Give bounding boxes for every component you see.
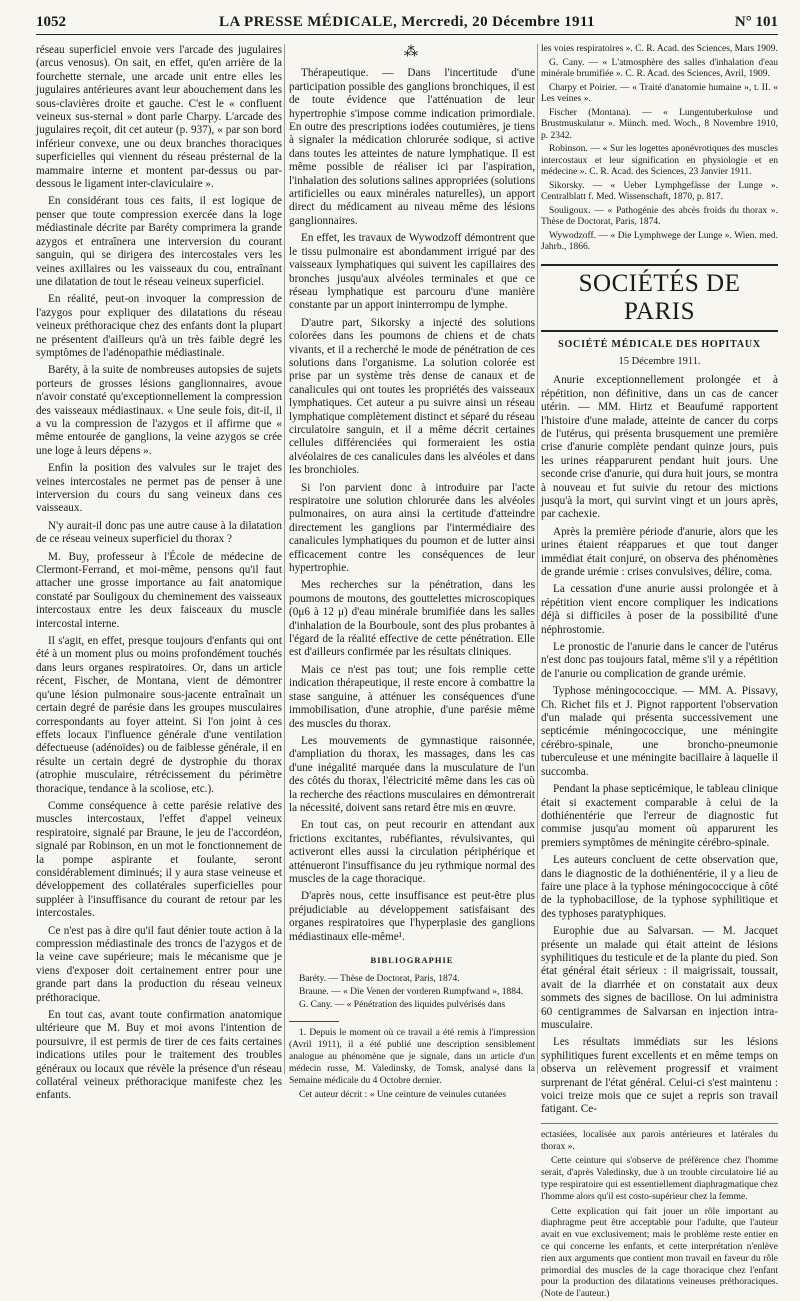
paragraph: Baréty, à la suite de nombreuses autopsies de sujets porteurs de grosses lésions ganglionnaires, avoue n'avoir constaté qu'exceptionnellement la compression des vaisseaux médiastinaux. « Une seule fois, dit-il, il a vu la compression de l'azygos et il affirme que « même entourée de ganglions, la veine azygos se crée une loge à leurs dépens ». bbox=[36, 364, 282, 457]
report-anurie: Anurie exceptionnellement prolongée et à répétition, non définitive, dans un cas de cancer utérin. — MM. Hirtz et Beaufumé rapportent l'histoire d'une malade, atteinte de cancer du corps de l'utérus, qui présenta brusquement une première crise d'anurie complète pendant quinze jours, puis les urines réapparurent pendant huit jours. Une seconde crise d'anurie, qui dura huit jours, se montra à nouveau et fut suivie du retour des mictions jusqu'à la mort, qui survint vingt et un jours après, par cachexie. bbox=[541, 374, 778, 521]
paragraph: Les mouvements de gymnastique raisonnée, d'ampliation du thorax, les massages, dans les cas d'une inégalité marquée dans la musculature de l'un des côtés du thorax, l'électricité même dans les cas où la recherche des réactions musculaires en démontrerait la nécessité, doivent sans retard être mis en œuvre. bbox=[289, 734, 535, 814]
society-name: SOCIÉTÉ MÉDICALE DES HOPITAUX bbox=[558, 338, 761, 350]
footnote-continuation: ectasiées, localisée aux parois antérieures et latérales du thorax ». bbox=[541, 1129, 778, 1152]
meeting-date: 15 Décembre 1911. bbox=[618, 355, 701, 367]
footnote-rule bbox=[289, 1021, 339, 1022]
paragraph: En réalité, peut-on invoquer la compression de l'azygos pour expliquer des dilatations du réseau veineux préthoracique chez des enfants dont la plupart ne présentent d'ailleurs qu'à un très faible degré les symptômes de l'adénopathie médiastinale. bbox=[36, 293, 282, 359]
paragraph: D'après nous, cette insuffisance est peut-être plus préjudiciable au développement satisfaisant des organes respiratoires que l'hyperplasie des ganglions médiastinaux elle-même¹. bbox=[289, 890, 535, 943]
column-rule-1 bbox=[284, 44, 285, 1074]
paragraph: Il s'agit, en effet, presque toujours d'enfants qui ont été à un moment plus ou moins profondément touchés dans leurs organes respiratoires. Or, dans un article récent, Fischer, de Montana, vient de démontrer qu'une lésion pulmonaire sous-jacente entraînait un certain degré de parésie dans les groupes musculaires correspondants au foyer atteint. Si l'on joint à ces effets locaux l'influence générale d'une ventilation défectueuse (adénoïdes) ou de faiblesse générale, il en résulte un certain degré de dystrophie du thorax (atrophie musculaire, rétrécissement du périmètre thoracique, tendance à la scoliose, etc.). bbox=[36, 635, 282, 795]
paragraph: N'y aurait-il donc pas une autre cause à la dilatation de ce réseau veineux superficiel du thorax ? bbox=[36, 519, 282, 546]
page-header bbox=[36, 10, 778, 35]
section-title: SOCIÉTÉS DE PARIS bbox=[578, 269, 741, 325]
paragraph: M. Buy, professeur à l'École de médecine de Clermont-Ferrand, et moi-même, pensons qu'il faut attacher une grosse importance au fait anatomique constaté par Souligoux du cheminement des vaisseaux intercostaux entre les deux faisceaux du muscle intercostal interne. bbox=[36, 550, 282, 630]
paragraph: réseau superficiel envoie vers l'arcade des jugulaires (arcus venosus). On sait, en effet, qu'en arrière de la fourchette sternale, une arcade unit entre elles les jugulaires antérieures avant leur abouchement dans les sous-clavières droite et gauche. C'est le « confluent veineux sus-sternal » dont parle Charpy. L'arcade des jugulaires reçoit, dit cet auteur (p. 937), « par son bord inférieur convexe, une ou deux branches thoraciques superficielles qui viennent du réseau présternal de la mammaire interne et montent par-dessus ou par-dessous le ligament inter-claviculaire ». bbox=[36, 44, 282, 191]
paragraph: En effet, les travaux de Wywodzoff démontrent que le tissu pulmonaire est abondamment irrigué par des vaisseaux lymphatiques qui suivent les capillaires des bronches jusqu'aux alvéoles terminales et que ce réseau lymphatique est parcouru d'une manière constante par un apport ininterrompu de lymphe. bbox=[289, 232, 535, 312]
bibliography-entry: Wywodzoff. — « Die Lymphwege der Lunge ». Wien. med. Jahrb., 1866. bbox=[541, 230, 778, 252]
column-2 bbox=[289, 44, 535, 1101]
bibliography-entry: les voies respiratoires ». C. R. Acad. des Sciences, Mars 1909. bbox=[541, 44, 778, 54]
issue-number: N° 101 bbox=[734, 13, 778, 30]
paragraph: D'autre part, Sikorsky a injecté des solutions colorées dans les poumons de chiens et de chats vivants, et il a recherché le mode de pénétration de ces solutions dans l'organisme. La solution colorée est prise par un système très dense de canaux et de canalicules qui ont toutes les propriétés des vaisseaux lymphatiques. Cet auteur a pu suivre ainsi un réseau lymphatique complètement distinct et séparé du réseau circulatoire sanguin, et il a même décrit certaines cellules différenciées qui formeraient les ostia alvéolaires de ces canalicules dans les alvéoles et dans les bronchioles. bbox=[289, 316, 535, 477]
report-salvarsan: Europhie due au Salvarsan. — M. Jacquet présente un malade qui était atteint de lésions syphilitiques du testicule et de la plante du pied. Son état général était sérieux : il maigrissait, toussait, avait de la diarrhée et on constatait aux deux sommets des signes de bacillose. On lui administra 60 centigrammes de Salvarsan en injection intra-musculaire. bbox=[541, 925, 778, 1031]
page-number: 1052 bbox=[36, 13, 66, 30]
paragraph: En tout cas, on peut recourir en attendant aux frictions excitantes, rubéfiantes, révulsivantes, qui activeront elles aussi la circulation périphérique et atténueront l'insuffisance du jeu rythmique normal des muscles de la cage thoracique. bbox=[289, 819, 535, 885]
bibliography-entry: Baréty. — Thèse de Doctorat, Paris, 1874. bbox=[299, 974, 460, 985]
journal-title: LA PRESSE MÉDICALE, Mercredi, 20 Décembre 1911 bbox=[219, 13, 595, 30]
paragraph: Si l'on parvient donc à introduire par l'acte respiratoire une solution chlorurée dans les alvéoles pulmonaires, on aura ainsi la certitude d'atteindre directement les ganglions par l'intermédiaire des canalicules lymphatiques du poumon et de lutter ainsi efficacement contre les conséquences de leur hypertrophie. bbox=[289, 481, 535, 575]
footnote-continuation: Cette ceinture qui s'observe de préférence chez l'homme serait, d'après Valedinsky, due à un trouble circulatoire lié au type respiratoire qui est essentiellement diaphragmatique chez l'homme alors qu'il est costo-supérieur chez la femme. bbox=[541, 1156, 778, 1202]
paragraph: Après la première période d'anurie, alors que les urines étaient réapparues et que tout danger immédiat était conjuré, on observa des phénomènes de grande urémie : crises convulsives, délire, coma. bbox=[541, 525, 778, 578]
bibliography-entry: Souligoux. — « Pathogénie des abcès froids du thorax ». Thèse de Doctorat, Paris, 1874. bbox=[541, 205, 778, 227]
paragraph: Mais ce n'est pas tout; une fois remplie cette indication thérapeutique, il reste encore à combattre la stase sanguine, à atténuer les conséquences d'une immobilisation, d'une atrophie, d'une parésie même des muscles du thorax. bbox=[289, 663, 535, 730]
bibliography-entry: Braune. — « Die Venen der vorderen Rumpfwand », 1884. bbox=[299, 987, 524, 998]
paragraph: La cessation d'une anurie aussi prolongée et à répétition vient encore compliquer les indications déjà si difficiles à poser de la possibilité d'une néphrostomie. bbox=[541, 583, 778, 636]
footnote: 1. Depuis le moment où ce travail a été remis à l'impression (Avril 1911), il a été publié une description sensiblement analogue au phénomène que je signale, dans un article d'un médecin russe, M. Valedinsky, de Tomsk, analysé dans la Semaine médicale du 4 Octobre dernier. bbox=[289, 1028, 535, 1086]
report-typhose: Typhose méningococcique. — MM. A. Pissavy, Ch. Richet fils et J. Pignot rapportent l'observation d'un malade qui présenta successivement une septicémie méningococcique, une méningite cérébro-spinale, une broncho-pneumonie tuberculeuse et une méningite bacillaire à laquelle il succomba. bbox=[541, 685, 778, 778]
footnote-rule bbox=[541, 1123, 778, 1124]
bibliography-heading: BIBLIOGRAPHIE bbox=[370, 955, 454, 965]
paragraph: Comme conséquence à cette parésie relative des muscles intercostaux, l'effet d'appel veineux respiratoire, signalé par Braune, le jeu de l'accordéon, signalé par Robinson, en un mot le fonctionnement de la pompe aspirante et foulante, seront considérablement diminués; il y aura stase veineuse et développement des collatérales superficielles pour suppléer à l'insuffisance du courant de retour par les intercostales. bbox=[36, 799, 282, 920]
paragraph: Les auteurs concluent de cette observation que, dans le diagnostic de la dothiénentérie, il y a lieu de faire une place à la typhose méningococcique à côté de la typhobacillose, de la typhose syphilitique et des typhoses paratyphiques. bbox=[541, 854, 778, 920]
paragraph-therapeutique: Thérapeutique. — Dans l'incertitude d'une participation possible des ganglions bronchiques, il est de toute évidence que l'atténuation de leur hypertrophie s'impose comme indication primordiale. En outre des prescriptions iodées coutumières, je tiens à signaler la médication chlorurée sodique, si active dans toutes les atteintes de nature lymphatique. Il est même possible de réaliser ici par l'aspiration, l'inhalation des solutions salines appropriées (solutions artificielles ou eaux minérales naturelles), un apport direct du médicament au niveau même des lésions ganglionnaires. bbox=[289, 67, 535, 227]
paragraph: Mes recherches sur la pénétration, dans les poumons de moutons, des gouttelettes microscopiques (0μ6 à 12 μ) d'eau minérale brumifiée dans les salles d'inhalation de la Bourboule, sont des plus probantes à l'égard de la réalité effective de cette pénétration. Elle est d'ailleurs confirmée par les résultats cliniques. bbox=[289, 579, 535, 659]
paragraph: Pendant la phase septicémique, le tableau clinique était si exactement comparable à celui de la dothiénentérie que l'erreur de diagnostic fut commise jusqu'au moment où apparurent les premiers symptômes de méningite cérébro-spinale. bbox=[541, 783, 778, 849]
paragraph: Enfin la position des valvules sur le trajet des veines intercostales ne permet pas de penser à une interversion du cours du sang veineux dans ces vaisseaux. bbox=[36, 462, 282, 515]
paragraph: Le pronostic de l'anurie dans le cancer de l'utérus n'est donc pas toujours fatal, même s'il y a répétition de l'anurie ou complication de grande urémie. bbox=[541, 641, 778, 680]
bibliography-entry: G. Cany. — « Pénétration des liquides pulvérisés dans bbox=[299, 1000, 506, 1011]
footnote-continuation: Cette explication qui fait jouer un rôle important au diaphragme peut être acceptable pour l'adulte, que l'auteur avait en vue exclusivement; mais le problème reste entier en ce qui concerne les enfants, et cette interprétation n'enlève rien aux arguments que contient mon travail en faveur du rôle primordial des muscles de la cage thoracique chez l'enfant pour la production des dilatations veineuses préthoraciques. (Note de l'auteur.) bbox=[541, 1206, 778, 1300]
column-1 bbox=[36, 44, 282, 1102]
bibliography-entry: G. Cany. — « L'atmosphère des salles d'inhalation d'eau minérale brumifiée ». C. R. Acad. des Sciences, Avril, 1909. bbox=[541, 57, 778, 79]
bibliography-entry: Charpy et Poirier. — « Traité d'anatomie humaine », t. II. « Les veines ». bbox=[541, 82, 778, 104]
footnote: Cet auteur décrit : « Une ceinture de veinules cutanées bbox=[299, 1090, 507, 1101]
paragraph: En tout cas, avant toute confirmation anatomique ultérieure que M. Buy et moi avons l'intention de poursuivre, il est permis de tirer de ces faits certaines indications utiles pour le traitement des troubles généraux ou locaux que révèle la présence d'un réseau collatéral veineux préthoracique manifeste chez les enfants. bbox=[36, 1009, 282, 1102]
bibliography-entry: Fischer (Montana). — « Lungentuberkulose und Brustmuskulatur ». Münch. med. Woch., 8 Novembre 1910, p. 2342. bbox=[541, 107, 778, 141]
section-banner bbox=[541, 264, 778, 332]
paragraph: En considérant tous ces faits, il est logique de penser que toute compression exercée dans la loge médiastinale décrite par Baréty comprimera la grande azygos et entraînera une interversion du courant sanguin, qui se dirigera des intercostales vers les veines axillaires ou les vaisseaux du cou, entraînant une dilatation de tout le réseau veineux superficiel. bbox=[36, 195, 282, 288]
section-separator-stars: ⁂ bbox=[404, 45, 420, 60]
column-rule-2 bbox=[537, 44, 538, 1074]
column-3 bbox=[541, 44, 778, 1300]
bibliography-entry: Robinson. — « Sur les logettes aponévrotiques des muscles intercostaux et leur signification en physiologie et en médecine ». C. R. Acad. des Sciences, 23 Janvier 1911. bbox=[541, 144, 778, 177]
bibliography-entry: Sikorsky. — « Ueber Lymphgefässe der Lunge ». Centralblatt f. Med. Wissenschaft, 1870, p. 817. bbox=[541, 180, 778, 202]
paragraph: Les résultats immédiats sur les lésions syphilitiques furent excellents et en même temps on observa un relèvement progressif et vraiment surprenant de l'état général. Celui-ci s'est maintenu : voici treize mois que ce sujet a repris son travail fatigant. Ce- bbox=[541, 1036, 778, 1116]
paragraph: Ce n'est pas à dire qu'il faut dénier toute action à la compression médiastinale des troncs de l'azygos et de la veine cave supérieure; mais le mécanisme que je viens d'exposer doit certainement entrer pour une grande part dans la production du réseau veineux préthoracique. bbox=[36, 924, 282, 1004]
